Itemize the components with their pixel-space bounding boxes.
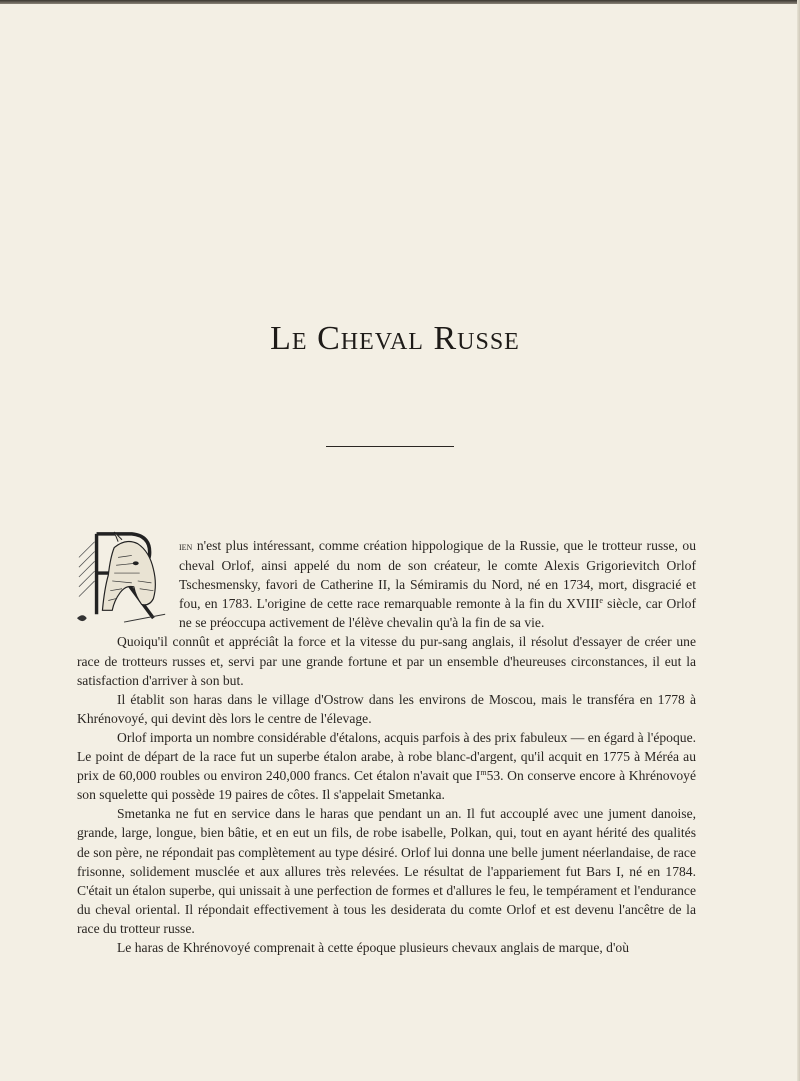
superscript: e: [599, 596, 603, 606]
superscript: m: [480, 768, 487, 778]
page-edge: [0, 0, 800, 4]
paragraph-4-end: 53. On conserve encore à Khrénovoyé son squelette qui possède 19 paires de côtes. Il s'appelait Smetanka.: [77, 768, 696, 803]
paragraph-1: [77, 536, 696, 632]
horse-head-drop-cap-icon: [75, 528, 173, 626]
paragraph-4-text: Orlof importa un nombre considérable d'étalons, acquis parfois à des prix fabuleux — en égard à l'époque. Le point de départ de la race fut un superbe étalon arabe, à robe blanc-d'argent, qu'il acquit en 1775 à Méréa au prix de 60,000 roubles ou environ 240,000 francs. Cet étalon n'avait que I: [77, 729, 696, 784]
paragraph-2: Quoiqu'il connût et appréciât la force et la vitesse du pur-sang anglais, il résolut d'essayer de créer une race de trotteurs russes et, servi par une grande fortune et par un ensemble d'heureuses circonstances, il eut la satisfaction d'arriver à son but.: [77, 634, 696, 688]
paragraph-1-text: n'est plus intéressant, comme création hippologique de la Russie, que le trotteur russe, ou cheval Orlof, ainsi appelé du nom de son créateur, le comte Alexis Grigorievitch Orlof Tschesmensky, favori de Catherine II, la Sémiramis du Nord, né en 1734, mort, disgracié et fou, en 1783. L'origine de cette race remarquable remonte à la fin du XVIII: [179, 538, 696, 612]
paragraph-1-end: siècle, car Orlof ne se préoccupa activement de l'élève chevalin qu'à la fin de sa vie.: [179, 596, 696, 631]
paragraph-3: Il établit son haras dans le village d'Ostrow dans les environs de Moscou, mais le transféra en 1778 à Khrénovoyé, qui devint dès lors le centre de l'élevage.: [77, 691, 696, 726]
page-title: Le Cheval Russe: [270, 320, 520, 357]
body-text: [77, 536, 696, 957]
paragraph-5: Smetanka ne fut en service dans le haras que pendant un an. Il fut accouplé avec une jument danoise, grande, large, longue, bien bâtie, et en eut un fils, de robe isabelle, Polkan, qui, tout en ayant hérité des qualités de son père, ne répondait pas complètement au type désiré. Orlof lui donna une belle jument néerlandaise, de race frisonne, solidement musclée et aux allures très relevées. Le résultat de l'appariement fut Bars I, né en 1784. C'était un étalon superbe, qui unissait à une perfection de formes et d'allures le feu, le tempérament et l'endurance du cheval oriental. Il répondait effectivement à tous les desiderata du comte Orlof et est devenu l'ancêtre de la race du trotteur russe.: [77, 806, 696, 936]
title-divider: [326, 446, 454, 447]
drop-cap-continuation: ien: [179, 539, 193, 553]
paragraph-4: [77, 728, 696, 804]
paragraph-6: Le haras de Khrénovoyé comprenait à cette époque plusieurs chevaux anglais de marque, d'où: [117, 939, 630, 955]
